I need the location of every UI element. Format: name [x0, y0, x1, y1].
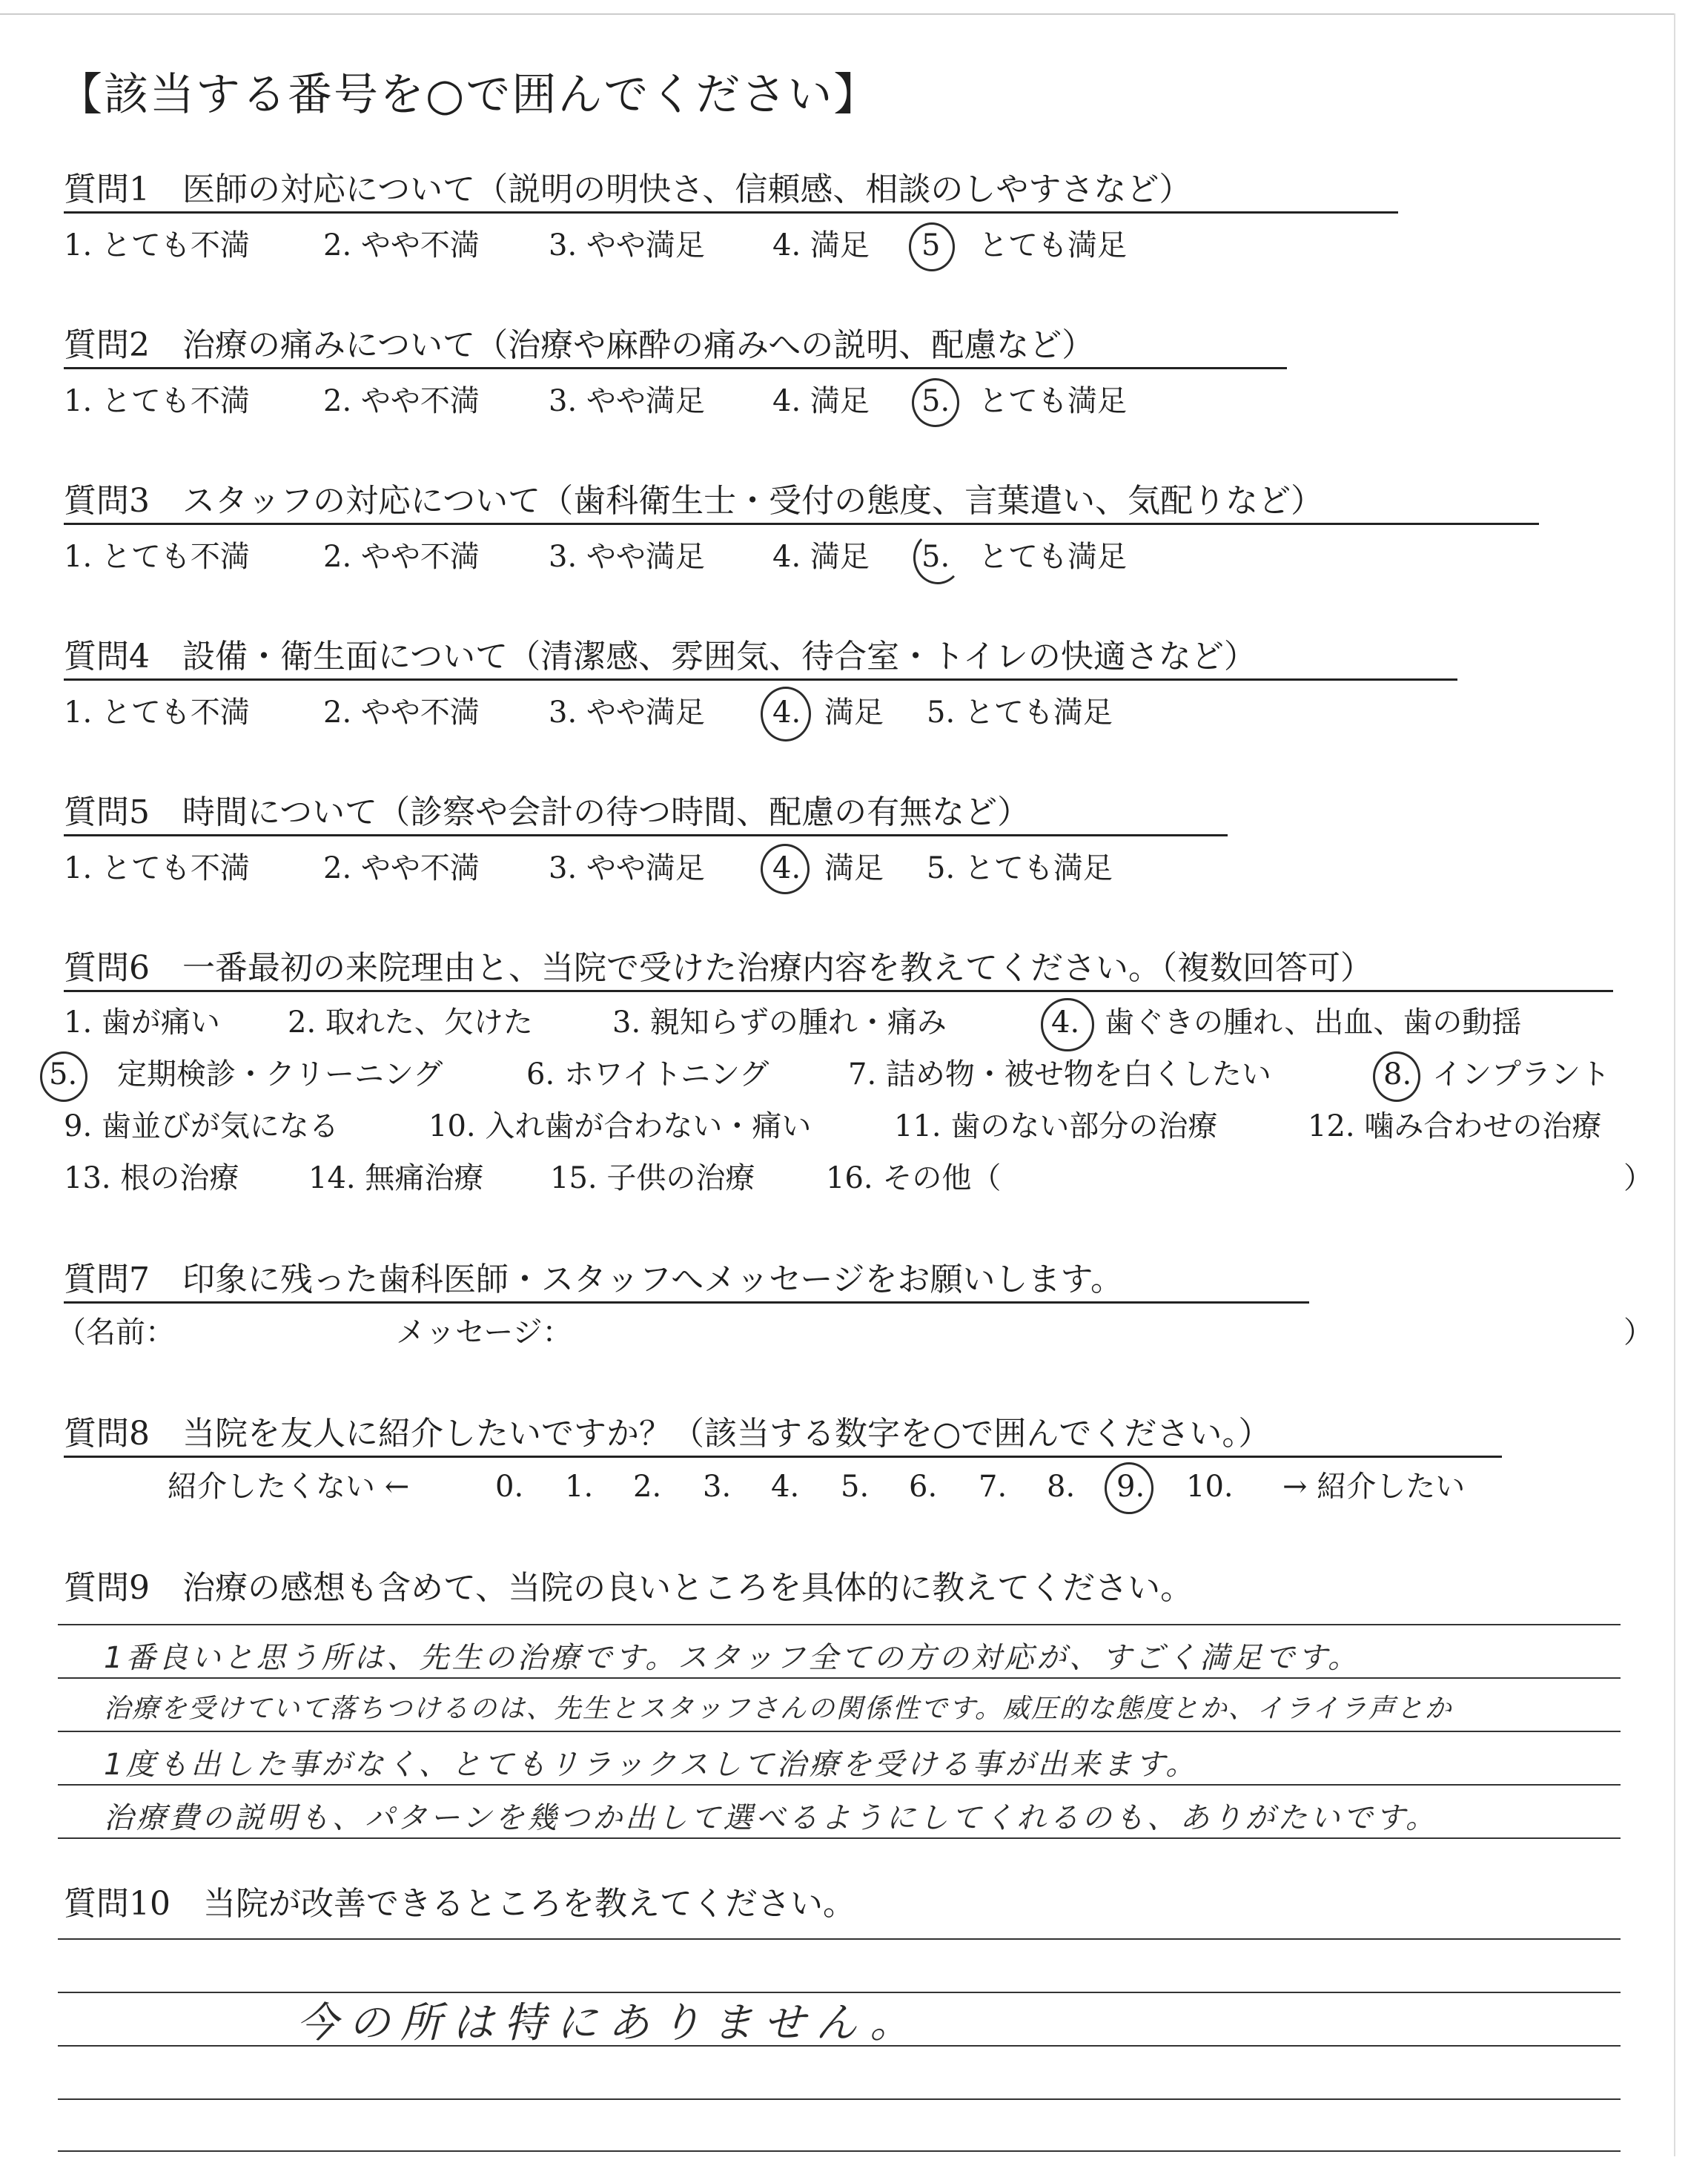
q10-handwritten: 今の所は特にありません。 [297, 1999, 922, 2047]
q5-option-1[interactable]: 1. とても不満 [64, 851, 250, 885]
q1-underline [64, 211, 1398, 214]
q5-option-3[interactable]: 3. やや満足 [549, 851, 705, 885]
q2-underline [64, 367, 1287, 369]
q2-option-3[interactable]: 3. やや満足 [549, 384, 705, 418]
q8-left-label: 紹介したくない ← [168, 1470, 410, 1504]
q6-answer-circle-4 [1041, 998, 1094, 1051]
q9-rule-3 [58, 1731, 1621, 1732]
q9-handwritten-line-4: 治療費の説明も、パターンを幾つか出して選べるようにしてくれるのも、ありがたいです。 [104, 1801, 1438, 1835]
q8-scale-3[interactable]: 3. [703, 1470, 732, 1504]
q8-scale-0[interactable]: 0. [495, 1470, 524, 1504]
q6-underline [64, 990, 1613, 992]
q4-answer-circle [761, 687, 811, 742]
q6-option-8-number[interactable]: 8. [1383, 1057, 1412, 1091]
q2-answer-circle [912, 378, 959, 427]
q6-option-6[interactable]: 6. ホワイトニング [526, 1057, 769, 1091]
q2-heading: 質問2 治療の痛みについて（治療や麻酔の痛みへの説明、配慮など） [64, 326, 1095, 364]
q9-rule-5 [58, 1837, 1621, 1839]
q3-option-3[interactable]: 3. やや満足 [549, 540, 705, 574]
q6-option-7[interactable]: 7. 詰め物・被せ物を白くしたい [848, 1057, 1271, 1091]
q6-option-5-number[interactable]: 5. [49, 1057, 78, 1091]
q8-answer-circle [1105, 1462, 1153, 1514]
q3-underline [64, 523, 1539, 525]
q7-heading: 質問7 印象に残った歯科医師・スタッフへメッセージをお願いします。 [64, 1261, 1123, 1298]
q6-option-10[interactable]: 10. 入れ歯が合わない・痛い [428, 1109, 812, 1143]
q6-option-2[interactable]: 2. 取れた、欠けた [288, 1005, 533, 1040]
q4-option-1[interactable]: 1. とても不満 [64, 696, 250, 730]
q3-option-5-number[interactable]: 5. [921, 540, 950, 574]
q8-scale-7[interactable]: 7. [979, 1470, 1007, 1504]
q4-underline [64, 678, 1457, 681]
q2-option-2[interactable]: 2. やや不満 [323, 384, 480, 418]
q8-scale-8[interactable]: 8. [1047, 1470, 1076, 1504]
q5-option-4-label[interactable]: 満足 [824, 851, 884, 885]
q6-option-14[interactable]: 14. 無痛治療 [308, 1161, 484, 1195]
q9-heading: 質問9 治療の感想も含めて、当院の良いところを具体的に教えてください。 [64, 1569, 1194, 1607]
q3-option-1[interactable]: 1. とても不満 [64, 540, 250, 574]
q2-option-5-number[interactable]: 5. [921, 384, 950, 418]
q6-heading: 質問6 一番最初の来院理由と、当院で受けた治療内容を教えてください。（複数回答可） [64, 949, 1373, 987]
q9-rule-2 [58, 1677, 1621, 1679]
q3-option-4[interactable]: 4. 満足 [772, 540, 870, 574]
q3-option-2[interactable]: 2. やや不満 [323, 540, 480, 574]
q6-option-4-label[interactable]: 歯ぐきの腫れ、出血、歯の動揺 [1105, 1005, 1522, 1040]
q1-option-5-label[interactable]: とても満足 [979, 228, 1127, 262]
q7-message-label: メッセージ： [396, 1315, 572, 1350]
q10-heading: 質問10 当院が改善できるところを教えてください。 [64, 1885, 855, 1923]
q1-answer-circle [909, 222, 955, 271]
q8-scale-10[interactable]: 10. [1186, 1470, 1234, 1504]
q6-option-11[interactable]: 11. 歯のない部分の治療 [894, 1109, 1218, 1143]
q5-underline [64, 834, 1228, 836]
q1-option-1[interactable]: 1. とても不満 [64, 228, 250, 262]
q8-scale-2[interactable]: 2. [633, 1470, 662, 1504]
q6-answer-circle-5 [40, 1051, 87, 1102]
q3-answer-circle [913, 531, 962, 584]
q1-heading: 質問1 医師の対応について（説明の明快さ、信頼感、相談のしやすさなど） [64, 171, 1192, 208]
q4-option-4-label[interactable]: 満足 [824, 696, 884, 730]
q1-option-2[interactable]: 2. やや不満 [323, 228, 480, 262]
q6-option-15[interactable]: 15. 子供の治療 [550, 1161, 755, 1195]
q6-option-8-label[interactable]: インプラント [1432, 1057, 1610, 1091]
page-title: 【該当する番号を○で囲んでください】 [58, 69, 880, 121]
q4-heading: 質問4 設備・衛生面について（清潔感、雰囲気、待合室・トイレの快適さなど） [64, 638, 1257, 676]
q10-rule-5 [58, 2150, 1621, 2152]
q4-option-5[interactable]: 5. とても満足 [927, 696, 1113, 730]
q1-option-4[interactable]: 4. 満足 [772, 228, 870, 262]
q6-option-13[interactable]: 13. 根の治療 [64, 1161, 239, 1195]
q9-rule-1 [58, 1624, 1621, 1625]
q10-rule-4 [58, 2098, 1621, 2100]
q6-option-4-number[interactable]: 4. [1051, 1005, 1080, 1040]
q9-handwritten-line-1: 1番良いと思う所は、先生の治療です。スタッフ全ての方の対応が、すごく満足です。 [104, 1641, 1361, 1675]
q2-option-1[interactable]: 1. とても不満 [64, 384, 250, 418]
q7-underline [64, 1301, 1309, 1304]
q4-option-4-number[interactable]: 4. [772, 696, 801, 730]
q8-scale-4[interactable]: 4. [771, 1470, 800, 1504]
q10-rule-1 [58, 1938, 1621, 1940]
q9-rule-4 [58, 1784, 1621, 1786]
q8-scale-1[interactable]: 1. [565, 1470, 594, 1504]
q8-scale-9[interactable]: 9. [1116, 1470, 1145, 1504]
q5-option-5[interactable]: 5. とても満足 [927, 851, 1113, 885]
page-right-border [1674, 13, 1675, 2156]
q3-option-5-label[interactable]: とても満足 [979, 540, 1127, 574]
q5-option-2[interactable]: 2. やや不満 [323, 851, 480, 885]
q7-close-paren: ） [1623, 1315, 1653, 1350]
q3-heading: 質問3 スタッフの対応について（歯科衛生士・受付の態度、言葉遣い、気配りなど） [64, 482, 1324, 520]
q9-handwritten-line-3: 1度も出した事がなく、とてもリラックスして治療を受ける事が出来ます。 [104, 1748, 1199, 1782]
q8-right-label: → 紹介したい [1282, 1470, 1466, 1504]
q6-answer-circle-8 [1373, 1051, 1420, 1102]
q6-option-5-label[interactable]: 定期検診・クリーニング [117, 1057, 443, 1091]
q8-underline [64, 1456, 1502, 1458]
q4-option-2[interactable]: 2. やや不満 [323, 696, 480, 730]
q8-heading: 質問8 当院を友人に紹介したいですか？（該当する数字を○で囲んでください。） [64, 1415, 1271, 1453]
q5-answer-circle [761, 844, 810, 894]
q6-option-12[interactable]: 12. 噛み合わせの治療 [1308, 1109, 1602, 1143]
q2-option-5-label[interactable]: とても満足 [979, 384, 1127, 418]
q5-option-4-number[interactable]: 4. [772, 851, 801, 885]
q6-option-16[interactable]: 16. その他（ [826, 1161, 1002, 1195]
q9-handwritten-line-2: 治療を受けていて落ちつけるのは、先生とスタッフさんの関係性です。威圧的な態度とか、イライラ声とか [104, 1694, 1453, 1724]
q6-option-9[interactable]: 9. 歯並びが気になる [64, 1109, 339, 1143]
q8-scale-5[interactable]: 5. [841, 1470, 870, 1504]
q2-option-4[interactable]: 4. 満足 [772, 384, 870, 418]
q6-option-16-close: ） [1623, 1161, 1653, 1195]
q1-option-5-number[interactable]: 5 [921, 228, 941, 262]
q6-option-3[interactable]: 3. 親知らずの腫れ・痛み [612, 1005, 947, 1040]
q6-option-1[interactable]: 1. 歯が痛い [64, 1005, 220, 1040]
q8-scale-6[interactable]: 6. [909, 1470, 938, 1504]
q7-name-label: （名前： [56, 1315, 175, 1350]
q1-option-3[interactable]: 3. やや満足 [549, 228, 705, 262]
page-top-border [0, 13, 1675, 15]
q4-option-3[interactable]: 3. やや満足 [549, 696, 705, 730]
q5-heading: 質問5 時間について（診察や会計の待つ時間、配慮の有無など） [64, 793, 1030, 831]
